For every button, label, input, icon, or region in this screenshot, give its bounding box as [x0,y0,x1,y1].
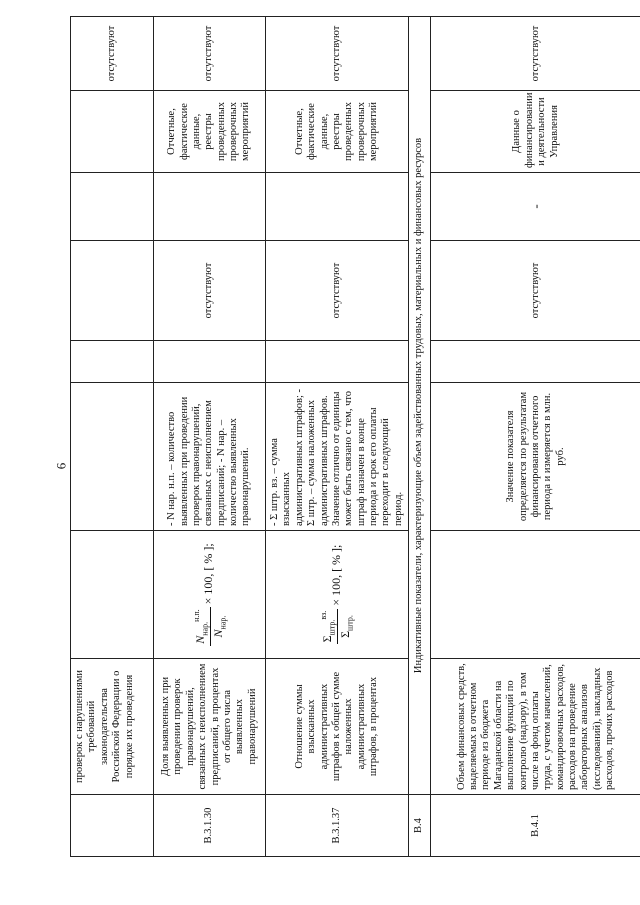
section-row [409,17,431,857]
cell-value: отсутствуют [71,17,154,91]
cell-source: Данные о финансировании и деятельности Управления [431,91,640,173]
cell-code: В.3.1.37 [266,795,409,857]
table-row [154,17,266,857]
cell-value: отсутствуют [154,17,266,91]
cell-value: отсутствуют [266,17,409,91]
cell-name: Отношение суммы взысканных административных штрафов к общей сумме наложенных административных штрафов, в процентах [266,659,409,795]
cell-source [71,91,154,173]
cell-notes: Значение показателя определяется по результатам финансирования отчетного периода и измеряется в млн. руб. [431,383,640,531]
cell-notes: - N нар. н.п. – количество выявленных при проведении проверок правонарушений, связанных с неисполнением предписаний; - N нар. – количество выявленных правонарушений. [154,383,266,531]
cell-name: Доля выявленных при проведении проверок правонарушений, связанных с неисполнением предписаний, в процентах от общего числа выявленных правонарушений [154,659,266,795]
cell-formula: $N_{нар.}^{н.п.}$ $N_{нар.}$ × 100, [ % ]; [154,531,266,659]
cell-col6: отсутствуют [154,241,266,341]
cell-col5 [71,341,154,383]
cell-name: проверок с нарушениями требований законодательства Российской Федерации о порядке их проведения [71,659,154,795]
cell-value: отсутствуют [431,17,640,91]
cell-source: Отчетные, фактические данные, реестры проведенных проверочных мероприятий [266,91,409,173]
cell-notes [71,383,154,531]
cell-col7 [266,173,409,241]
cell-code: В.4 [409,795,431,857]
rotated-table-container [70,17,635,857]
cell-formula [71,531,154,659]
cell-notes: - Σ штр. вз. – сумма взысканных административных штрафов; - Σ штр. – сумма наложенных административных штрафов. Значение отлично от единицы может быть связано с тем, что штраф назначен в конце периода и срок его оплаты переходит в следующий период. [266,383,409,531]
cell-code: В.4.1 [431,795,640,857]
cell-formula: $\Sigma_{штр.}^{вз.}$ $\Sigma_{штр.}$ × 100, [ % ]; [266,531,409,659]
cell-col7 [71,173,154,241]
table-row [71,17,154,857]
cell-col6 [71,241,154,341]
table-row [266,17,409,857]
cell-name: Объем финансовых средств, выделяемых в отчетном периоде из бюджета Магаданской области на выполнение функций по контролю (надзору), в том числе на фонд оплаты труда, с учетом начислений, командировочных расходов, расходов на проведение лабораторных анализов (исследований), накладных расходов, прочих расходов [431,659,640,795]
cell-col7 [154,173,266,241]
cell-col5 [154,341,266,383]
cell-col7: - [431,173,640,241]
cell-code [71,795,154,857]
cell-col6: отсутствуют [266,241,409,341]
indicators-table [70,16,640,857]
cell-code: В.3.1.30 [154,795,266,857]
table-row [431,17,640,857]
section-title: Индикативные показатели, характеризующие объем задействованных трудовых, материальных и финансовых ресурсов [409,17,431,795]
cell-col5 [266,341,409,383]
cell-col5 [431,341,640,383]
cell-col6: отсутствуют [431,241,640,341]
page-number: 6 [53,462,69,470]
cell-formula [431,531,640,659]
cell-source: Отчетные, фактические данные, реестры проведенных проверочных мероприятий [154,91,266,173]
